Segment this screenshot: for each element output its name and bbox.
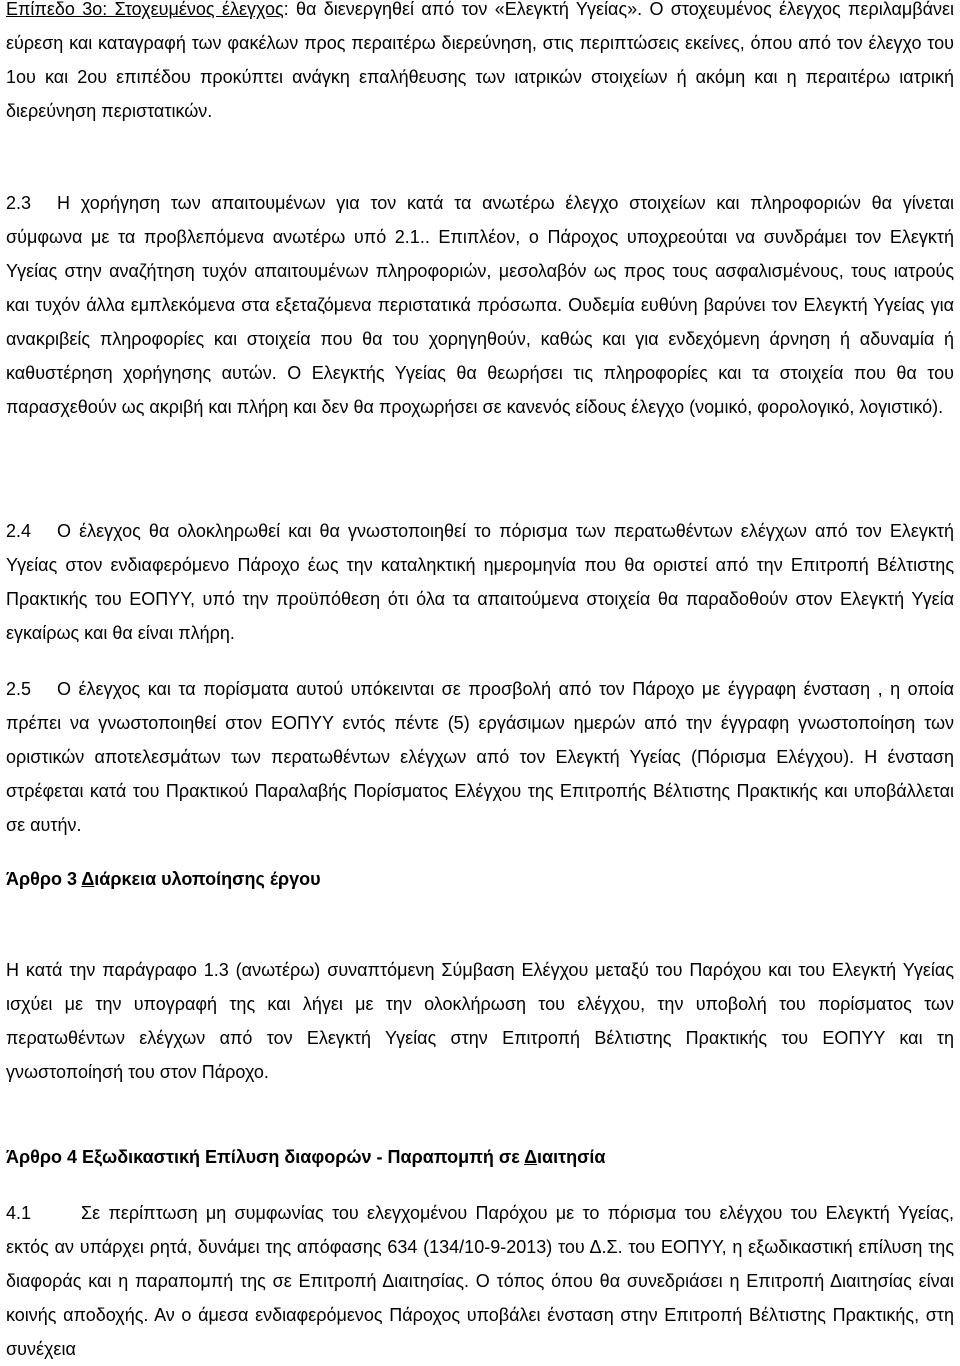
paragraph-2-5-number: 2.5 (6, 679, 32, 699)
level3-label: Επίπεδο 3ο: Στοχευμένος έλεγχος (6, 0, 284, 19)
paragraph-2-3-number: 2.3 (6, 193, 32, 213)
paragraph-2-5-text: Ο έλεγχος και τα πορίσματα αυτού υπόκεινται σε προσβολή από τον Πάροχο με έγγραφη ένσταση , η οποία πρέπει να γνωστοποιηθεί στον ΕΟΠΥΥ εντός πέντε (5) εργάσιμων ημερών από την έγγραφη γνωστοποίηση των οριστικών αποτελεσμάτων των περατωθέντων ελέγχων από τον Ελεγκτή Υγείας (Πόρισμα Ελέγχου). Η ένσταση στρέφεται κατά του Πρακτικού Παραλαβής Πορίσματος Ελέγχου της Επιτροπής Βέλτιστης Πρακτικής και υποβάλλεται σε αυτήν. (6, 679, 954, 835)
paragraph-4-1-text: Σε περίπτωση μη συμφωνίας του ελεγχομένου Παρόχου με το πόρισμα του ελέγχου του Ελεγκτή Υγείας, εκτός αν υπάρχει ρητά, δυνάμει της απόφασης 634 (134/10-9-2013) του Δ.Σ. του ΕΟΠΥΥ, η εξωδικαστική επίλυση της διαφοράς και η παραπομπή της σε Επιτροπή Διαιτησίας. Ο τόπος όπου θα συνεδριάσει η Επιτροπή Διαιτησίας είναι κοινής αποδοχής. Αν ο άμεσα ενδιαφερόμενος Πάροχος υποβάλει ένσταση στην Επιτροπή Βέλτιστης Πρακτικής, στη συνέχεια (6, 1203, 954, 1359)
paragraph-4-1-number: 4.1 (6, 1203, 32, 1223)
paragraph-2-5 (6, 672, 954, 842)
level3-text: : θα διενεργηθεί από τον «Ελεγκτή Υγείας». Ο στοχευμένος έλεγχος περιλαμβάνει εύρεση και καταγραφή των φακέλων προς περαιτέρω διερεύνηση, στις περιπτώσεις εκείνες, όπου από τον έλεγχο του 1ου και 2ου επιπέδου προκύπτει ανάγκη επαλήθευσης των ιατρικών στοιχείων ή ακόμη και η περαιτέρω ιατρική διερεύνηση περιστατικών. (6, 0, 955, 121)
paragraph-2-4-text: Ο έλεγχος θα ολοκληρωθεί και θα γνωστοποιηθεί το πόρισμα των περατωθέντων ελέγχων από τον Ελεγκτή Υγείας στον ενδιαφερόμενο Πάροχο έως την καταληκτική ημερομηνία που θα οριστεί από την Επιτροπή Βέλτιστης Πρακτικής του ΕΟΠΥΥ, υπό την προϋπόθεση ότι όλα τα απαιτούμενα στοιχεία θα παραδοθούν στον Ελεγκτή Υγεία εγκαίρως και θα είναι πλήρη. (6, 521, 954, 643)
article-3-paragraph: Η κατά την παράγραφο 1.3 (ανωτέρω) συναπτόμενη Σύμβαση Ελέγχου μεταξύ του Παρόχου και του Ελεγκτή Υγείας ισχύει με την υπογραφή της και λήγει με την ολοκλήρωση του ελέγχου, την υποβολή του πορίσματος των περατωθέντων ελέγχων από τον Ελεγκτή Υγείας στην Επιτροπή Βέλτιστης Πρακτικής του ΕΟΠΥΥ και τη γνωστοποίησή του στον Πάροχο. (6, 960, 954, 1082)
paragraph-4-1 (6, 1196, 954, 1366)
paragraph-2-3 (6, 186, 954, 424)
level3-paragraph (6, 0, 954, 128)
paragraph-2-4 (6, 514, 954, 650)
article-4-heading: Άρθρο 4 Εξωδικαστική Επίλυση διαφορών - Παραπομπή σε Διαιτησία (6, 1147, 606, 1167)
paragraph-2-3-text: Η χορήγηση των απαιτουμένων για τον κατά τα ανωτέρω έλεγχο στοιχείων και πληροφοριών θα γίνεται σύμφωνα με τα προβλεπόμενα ανωτέρω υπό 2.1.. Επιπλέον, ο Πάροχος υποχρεούται να συνδράμει τον Ελεγκτή Υγείας στην αναζήτηση τυχόν απαιτουμένων πληροφοριών, μεσολαβόν ως προς τους ασφαλισμένους, τους ιατρούς και τυχόν άλλα εμπλεκόμενα στα εξεταζόμενα περιστατικά πρόσωπα. Ουδεμία ευθύνη βαρύνει τον Ελεγκτή Υγείας για ανακριβείς πληροφορίες και στοιχεία που θα του χορηγηθούν, καθώς και για ενδεχόμενη άρνηση ή αδυναμία ή καθυστέρηση χορήγησης αυτών. Ο Ελεγκτής Υγείας θα θεωρήσει τις πληροφορίες και τα στοιχεία που θα του παρασχεθούν ως ακριβή και πλήρη και δεν θα προχωρήσει σε κανενός είδους έλεγχο (νομικό, φορολογικό, λογιστικό). (6, 193, 954, 417)
paragraph-2-4-number: 2.4 (6, 521, 32, 541)
article-3-heading: Άρθρο 3 Διάρκεια υλοποίησης έργου (6, 869, 321, 889)
